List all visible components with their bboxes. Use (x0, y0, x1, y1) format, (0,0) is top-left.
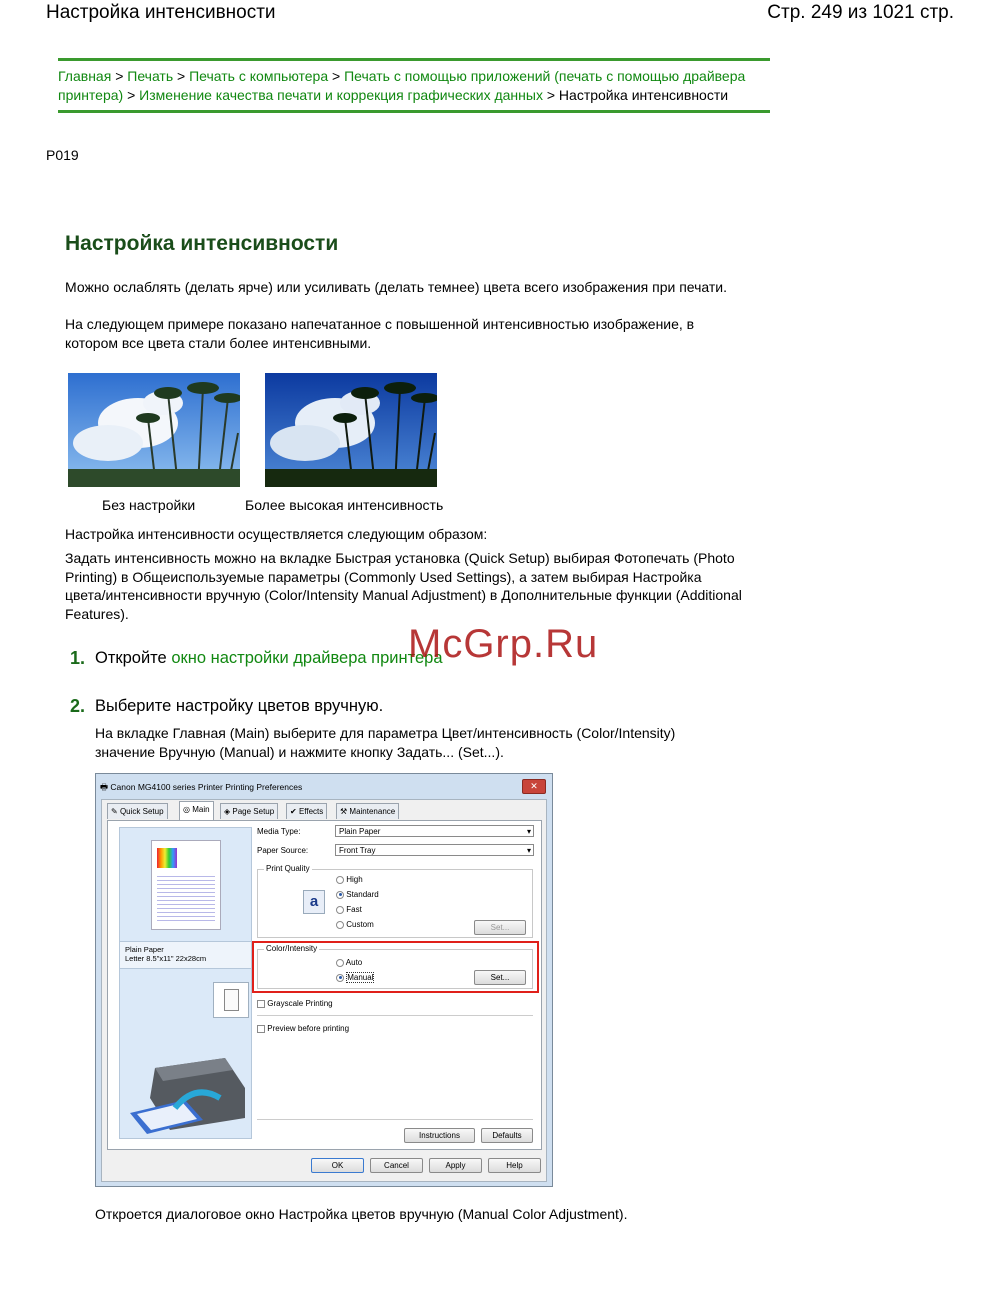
tab-maintenance[interactable]: ⚒ Maintenance (336, 803, 399, 819)
caption-higher-intensity: Более высокая интенсивность (245, 497, 444, 513)
media-type-label: Media Type: (257, 827, 301, 836)
apply-button[interactable]: Apply (429, 1158, 482, 1173)
dialog-body (101, 799, 547, 1182)
tab-effects[interactable]: ✔ Effects (286, 803, 327, 819)
quality-fast-radio[interactable]: Fast (336, 905, 362, 915)
quality-custom-radio[interactable]: Custom (336, 920, 374, 930)
photo-higher-intensity (265, 373, 437, 487)
paper-info: Plain Paper Letter 8.5"x11" 22x28cm (120, 941, 251, 969)
page-title: Настройка интенсивности (65, 232, 339, 255)
step-2-number: 2. (70, 696, 86, 716)
main-tab-pane (107, 820, 542, 1150)
breadcrumb-link-quality[interactable]: Изменение качества печати и коррекция графических данных (139, 86, 543, 103)
breadcrumb-link-home[interactable]: Главная (58, 68, 112, 84)
tab-main[interactable]: ◎ Main (179, 801, 214, 820)
preview-text-lines (157, 873, 215, 923)
preview-checkbox[interactable]: Preview before printing (257, 1024, 349, 1034)
color-set-button[interactable]: Set... (474, 970, 526, 985)
driver-settings-link[interactable]: окно настройки драйвера принтера (171, 649, 443, 667)
cancel-button[interactable]: Cancel (370, 1158, 423, 1173)
page-number: Стр. 249 из 1021 стр. (767, 2, 954, 23)
quality-high-radio[interactable]: High (336, 875, 363, 885)
dialog-title: Canon MG4100 series Printer Printing Preferences (110, 782, 303, 792)
tab-page-setup[interactable]: ◈ Page Setup (220, 803, 278, 819)
step-2-text: Выберите настройку цветов вручную. (95, 697, 384, 715)
breadcrumb-link-print[interactable]: Печать (127, 68, 174, 84)
quality-set-button[interactable]: Set... (474, 920, 526, 935)
grayscale-checkbox[interactable]: Grayscale Printing (257, 999, 333, 1009)
effects-icon: ✔ (290, 807, 297, 816)
breadcrumb-current: Настройка интенсивности (558, 86, 729, 103)
print-preview-panel (119, 827, 252, 1139)
print-quality-group (257, 864, 533, 938)
color-intensity-group (257, 944, 533, 989)
quick-setup-icon: ✎ (111, 807, 118, 816)
media-type-select[interactable]: Plain Paper ▾ (335, 825, 534, 837)
page-setup-icon: ◈ (224, 807, 231, 816)
step-2-detail: На вкладке Главная (Main) выберите для параметра Цвет/интенсивность (Color/Intensity) значение Вручную (Manual) и нажмите кнопку Задать... (Set...). (95, 725, 676, 760)
paper-source-label: Paper Source: (257, 846, 309, 855)
divider (257, 1119, 533, 1120)
photo-original (68, 373, 240, 487)
intro-paragraph-2: На следующем примере показано напечатанное с повышенной интенсивностью изображение, в котором все цвета стали более интенсивными. (65, 316, 695, 351)
tab-quick-setup[interactable]: ✎ Quick Setup (107, 803, 168, 819)
page-code: P019 (46, 147, 79, 163)
color-manual-radio[interactable]: Manual (336, 973, 374, 983)
printer-icon: 🖶 (100, 782, 109, 792)
preview-image-icon (157, 848, 177, 868)
quick-setup-note: Задать интенсивность можно на вкладке Быстрая установка (Quick Setup) выбирая Фотопечать (Photo Printing) в Общеиспользуемые параметры (Commonly Used Settings), а затем выбирая Настройка цвета/интенсивности вручную (Color/Intensity Manual Adjustment) в Дополнительные функции (Additional Features). (65, 550, 742, 622)
page-header-title: Настройка интенсивности (46, 2, 276, 23)
caption-original: Без настройки (102, 497, 196, 513)
color-intensity-label: Color/Intensity (266, 944, 318, 953)
instructions-button[interactable]: Instructions (404, 1128, 475, 1143)
page-preview (151, 840, 221, 930)
quality-standard-radio[interactable]: Standard (336, 890, 379, 900)
quality-sample-icon: a (303, 890, 325, 914)
maintenance-icon: ⚒ (340, 807, 348, 816)
paper-size-icon (213, 982, 249, 1018)
footer-text: Откроется диалоговое окно Настройка цветов вручную (Manual Color Adjustment). (95, 1206, 628, 1222)
paper-source-select[interactable]: Front Tray ▾ (335, 844, 534, 856)
breadcrumb: Главная > Печать > Печать с компьютера > Печать с помощью приложений (печать с помощью драйвера принтера) > Изменение качества печати и коррекция графических данных > Настройка интенсивности (58, 58, 770, 113)
step-1-text: Откройте окно настройки драйвера принтера (95, 649, 443, 667)
main-tab-icon: ◎ (183, 805, 190, 814)
ok-button[interactable]: OK (311, 1158, 364, 1173)
watermark: McGrp.Ru (408, 622, 599, 666)
print-quality-label: Print Quality (266, 864, 310, 873)
breadcrumb-link-print-with-apps[interactable]: Печать с помощью приложений (печать с помощью драйвера принтера) (58, 68, 746, 103)
printer-preferences-dialog (95, 773, 553, 1187)
close-icon[interactable]: ✕ (522, 779, 546, 794)
help-button[interactable]: Help (488, 1158, 541, 1173)
intro-paragraph-1: Можно ослаблять (делать ярче) или усиливать (делать темнее) цвета всего изображения при печати. (65, 279, 728, 295)
defaults-button[interactable]: Defaults (481, 1128, 533, 1143)
divider (257, 1015, 533, 1016)
printer-illustration (125, 1048, 247, 1134)
step-1-number: 1. (70, 648, 86, 668)
dialog-title-bar (100, 777, 548, 797)
color-auto-radio[interactable]: Auto (336, 958, 362, 968)
how-to-text: Настройка интенсивности осуществляется следующим образом: (65, 526, 488, 542)
breadcrumb-link-print-from-computer[interactable]: Печать с компьютера (189, 68, 329, 84)
